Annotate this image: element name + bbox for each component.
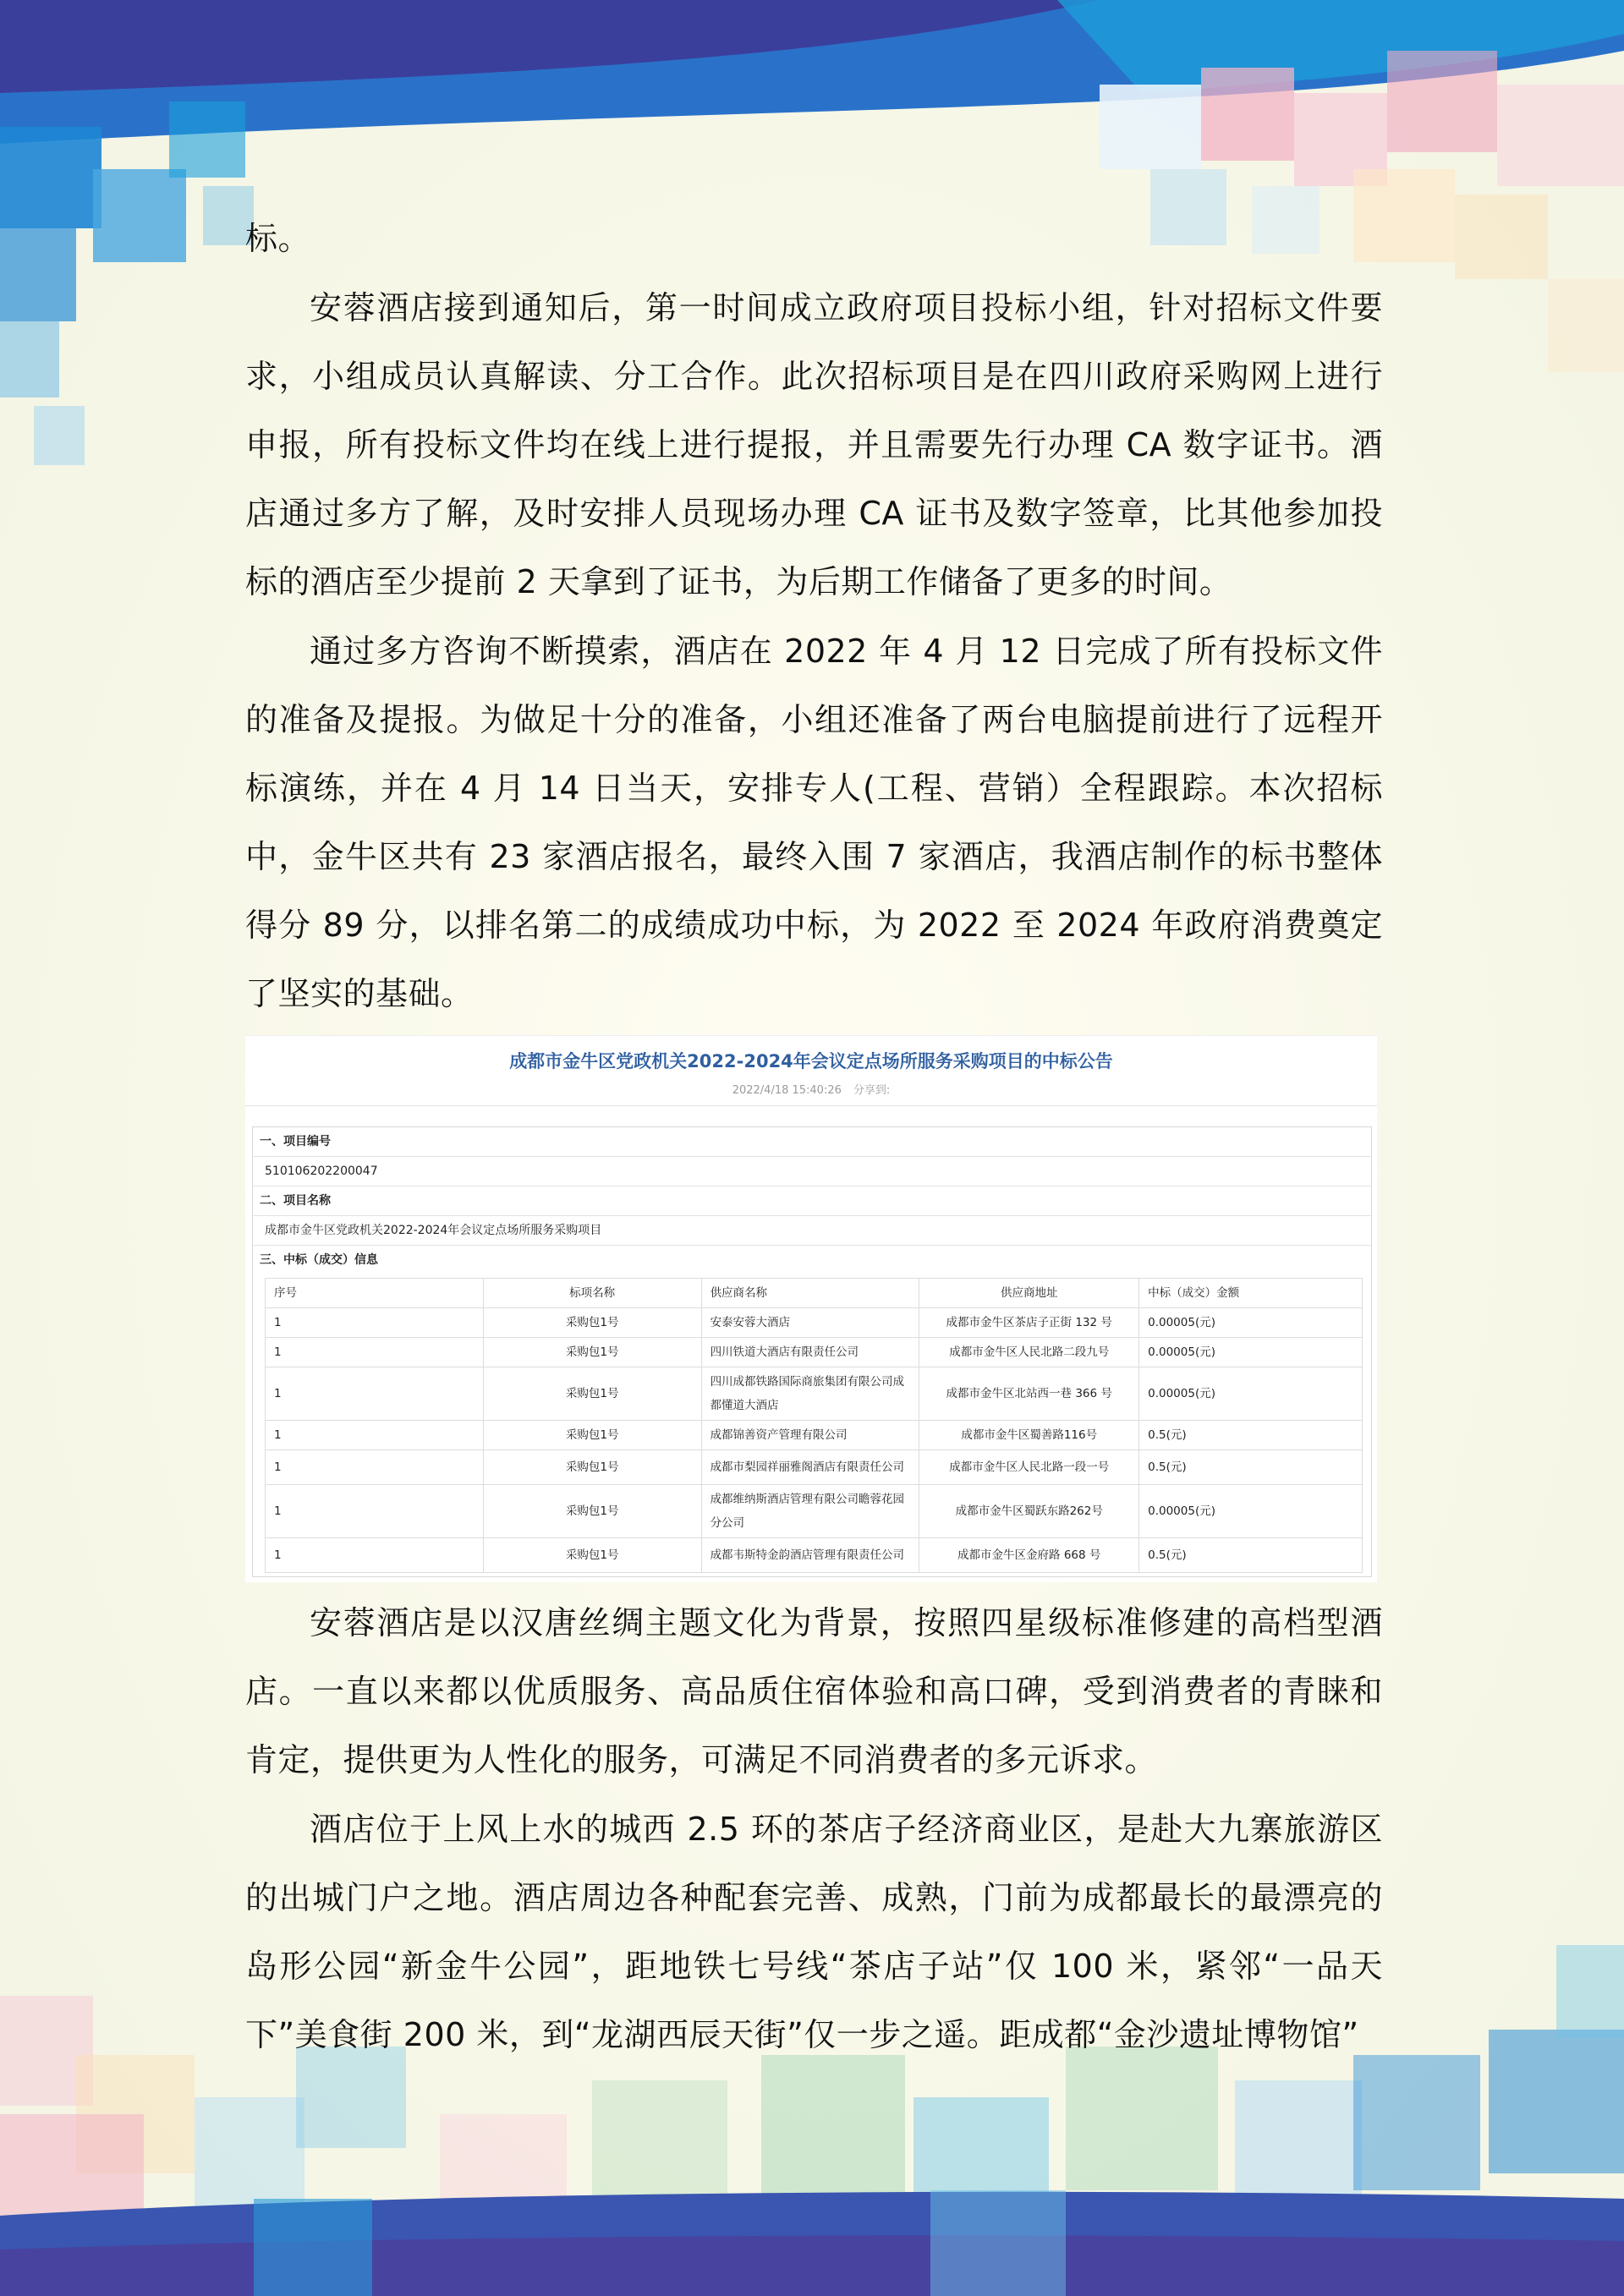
col-header-amount: 中标（成交）金额 [1139,1279,1363,1308]
section-award-info: 三、中标（成交）信息 [260,1253,378,1267]
table-row [266,1450,1363,1485]
cell-index: 1 [266,1367,484,1421]
cell-address: 成都市金牛区人民北路一段一号 [919,1450,1139,1485]
cell-amount: 0.5(元) [1139,1421,1363,1450]
cell-lot: 采购包1号 [483,1421,701,1450]
cell-address: 成都市金牛区北站西一巷 366 号 [919,1367,1139,1421]
project-name: 成都市金牛区党政机关2022-2024年会议定点场所服务采购项目 [253,1216,1371,1246]
table-row [266,1538,1363,1573]
cell-address: 成都市金牛区蜀善路116号 [919,1421,1139,1450]
cell-supplier: 成都维纳斯酒店管理有限公司瞻蓉花园分公司 [701,1485,919,1538]
cell-supplier: 成都市梨园祥丽雅阁酒店有限责任公司 [701,1450,919,1485]
cell-supplier: 四川铁道大酒店有限责任公司 [701,1338,919,1367]
cell-address: 成都市金牛区人民北路二段九号 [919,1338,1139,1367]
section-project-name: 二、项目名称 [253,1186,1371,1216]
award-notice-screenshot [245,1035,1377,1582]
paragraph-3: 安蓉酒店是以汉唐丝绸主题文化为背景，按照四星级标准修建的高档型酒店。一直以来都以优质服务、高品质住宿体验和高口碑，受到消费者的青睐和肯定，提供更为人性化的服务，可满足不同消费者的多元诉求。 [245,1604,1383,1778]
cell-supplier: 成都韦斯特金韵酒店管理有限责任公司 [701,1538,919,1573]
notice-date: 2022/4/18 15:40:26 [732,1084,842,1097]
cell-lot: 采购包1号 [483,1308,701,1338]
cell-address: 成都市金牛区茶店子正街 132 号 [919,1308,1139,1338]
project-number: 510106202200047 [253,1157,1371,1186]
cell-lot: 采购包1号 [483,1538,701,1573]
document-body [245,205,1383,2069]
col-header-supplier: 供应商名称 [701,1279,919,1308]
cell-index: 1 [266,1450,484,1485]
cell-address: 成都市金牛区金府路 668 号 [919,1538,1139,1573]
table-row [266,1367,1363,1421]
table-row [266,1421,1363,1450]
paragraph-4: 酒店位于上风上水的城西 2.5 环的茶店子经济商业区，是赴大九寨旅游区的出城门户之地。酒店周边各种配套完善、成熟，门前为成都最长的最漂亮的岛形公园“新金牛公园”，距地铁七号线“茶店子站”仅 100 米，紧邻“一品天下”美食街 200 米，到“龙湖西辰天街”仅一步之遥。距成都“金沙遗址博物馆” [245,1811,1383,2053]
cell-amount: 0.00005(元) [1139,1367,1363,1421]
paragraph-0: 标。 [245,220,311,257]
cell-index: 1 [266,1338,484,1367]
cell-lot: 采购包1号 [483,1450,701,1485]
cell-index: 1 [266,1421,484,1450]
table-row [266,1338,1363,1367]
cell-lot: 采购包1号 [483,1338,701,1367]
notice-details [252,1126,1372,1577]
cell-amount: 0.00005(元) [1139,1485,1363,1538]
cell-amount: 0.00005(元) [1139,1338,1363,1367]
cell-amount: 0.5(元) [1139,1538,1363,1573]
cell-supplier: 四川成都铁路国际商旅集团有限公司成都懂道大酒店 [701,1367,919,1421]
award-table [265,1278,1363,1573]
cell-index: 1 [266,1308,484,1338]
table-row [266,1308,1363,1338]
cell-supplier: 成都锦善资产管理有限公司 [701,1421,919,1450]
notice-share-label[interactable]: 分享到: [853,1084,891,1097]
col-header-address: 供应商地址 [919,1279,1139,1308]
notice-title: 成都市金牛区党政机关2022-2024年会议定点场所服务采购项目的中标公告 [509,1051,1113,1071]
cell-lot: 采购包1号 [483,1367,701,1421]
col-header-index: 序号 [266,1279,484,1308]
section-project-number: 一、项目编号 [253,1127,1371,1157]
cell-address: 成都市金牛区蜀跃东路262号 [919,1485,1139,1538]
cell-lot: 采购包1号 [483,1485,701,1538]
cell-amount: 0.5(元) [1139,1450,1363,1485]
cell-amount: 0.00005(元) [1139,1308,1363,1338]
cell-supplier: 安泰安蓉大酒店 [701,1308,919,1338]
table-row [266,1485,1363,1538]
paragraph-2: 通过多方咨询不断摸索，酒店在 2022 年 4 月 12 日完成了所有投标文件的准备及提报。为做足十分的准备，小组还准备了两台电脑提前进行了远程开标演练，并在 4 月 14 日当天，安排专人(工程、营销）全程跟踪。本次招标中，金牛区共有 23 家酒店报名，最终入围 7 家酒店，我酒店制作的标书整体得分 89 分，以排名第二的成绩成功中标，为 2022 至 2024 年政府消费奠定了坚实的基础。 [245,633,1383,1012]
cell-index: 1 [266,1538,484,1573]
col-header-lot: 标项名称 [483,1279,701,1308]
table-header-row [266,1279,1363,1308]
notice-meta [245,1077,1377,1106]
cell-index: 1 [266,1485,484,1538]
paragraph-1: 安蓉酒店接到通知后，第一时间成立政府项目投标小组，针对招标文件要求，小组成员认真解读、分工合作。此次招标项目是在四川政府采购网上进行申报，所有投标文件均在线上进行提报，并且需要先行办理 CA 数字证书。酒店通过多方了解，及时安排人员现场办理 CA 证书及数字签章，比其他参加投标的酒店至少提前 2 天拿到了证书，为后期工作储备了更多的时间。 [245,289,1383,600]
